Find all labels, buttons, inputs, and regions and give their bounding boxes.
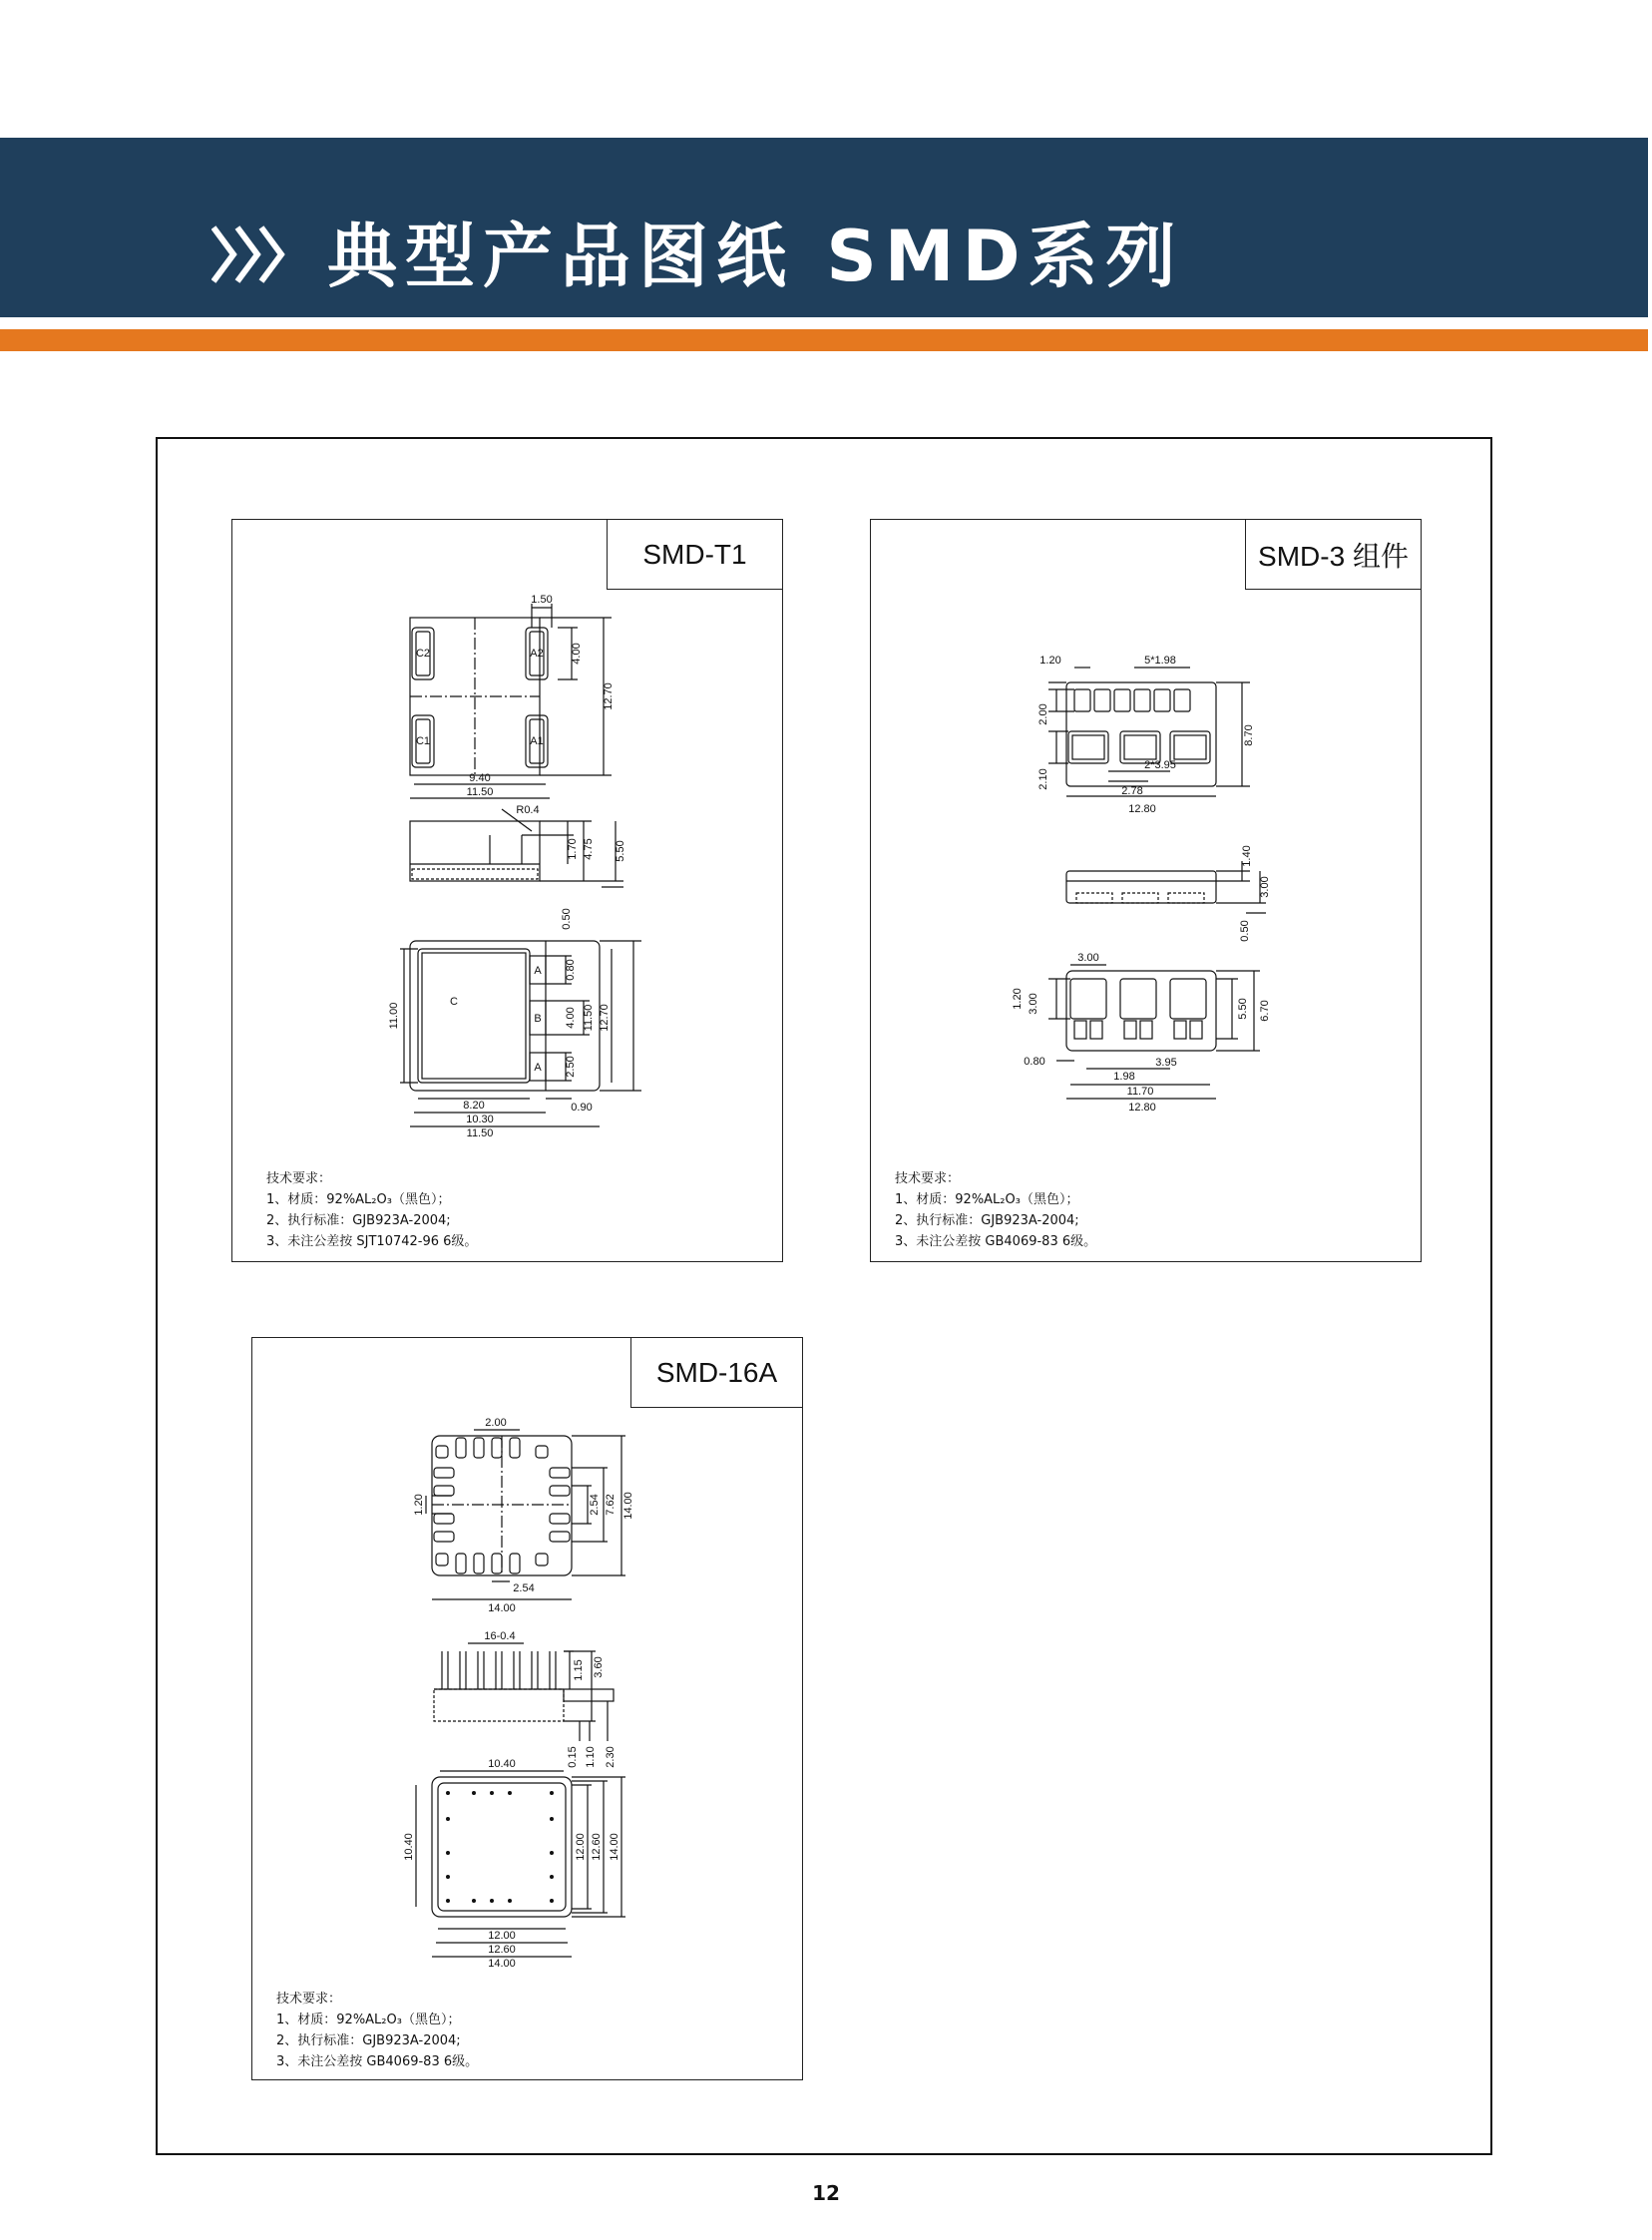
note-line: 技术要求： [276,1992,342,2007]
dim: 2.10 [1037,768,1049,790]
page-number: 12 [812,2181,840,2205]
drawing-frame [156,437,1492,2155]
dim: 3.00 [1028,993,1039,1015]
note-line: 2、执行标准：GJB923A-2004; [266,1213,451,1228]
dim: 10.30 [466,1114,494,1125]
dim: 12.80 [1128,1102,1156,1114]
dim: 1.20 [1012,988,1024,1010]
panel-smd-3 [870,519,1422,1262]
dim: 3.60 [593,1656,605,1678]
note-line: 3、未注公差按 GB4069-83 6级。 [895,1234,1097,1249]
dim: 1.40 [1241,845,1253,867]
dim: 2.30 [605,1746,617,1768]
label-c: C [450,996,458,1008]
panel-title: SMD-3 组件 [1245,520,1421,590]
dim: 14.00 [488,1958,516,1970]
tech-notes [276,1989,478,2072]
dim: 7.62 [605,1494,617,1516]
dim: 1.20 [1039,655,1061,667]
dim: 0.80 [565,959,577,981]
page-title: 典型产品图纸 SMD系列 [327,216,1184,297]
dim: 12.80 [1128,803,1156,815]
tech-notes [895,1168,1096,1252]
dim: 2.00 [485,1417,507,1429]
dim: 6.70 [1259,1000,1271,1022]
label-a-bot: A [534,1062,542,1074]
dim: 2.50 [565,1056,577,1078]
note-line: 3、未注公差按 GB4069-83 6级。 [276,2054,479,2069]
drawing-smd-16a [252,1338,804,2081]
label-b: B [534,1013,542,1025]
dim: 11.00 [388,1002,400,1030]
dim: 1.10 [585,1746,597,1768]
dim: 2.54 [513,1582,535,1594]
via-dots [446,1791,554,1903]
dim: 11.50 [466,1127,494,1139]
dim: 12.60 [488,1944,516,1956]
dim: R0.4 [516,804,540,816]
dim: 5*1.98 [1144,655,1176,667]
dim: 1.20 [413,1494,425,1516]
dim: 5.50 [615,840,626,862]
dim: 11.50 [583,1004,595,1032]
note-line: 2、执行标准：GJB923A-2004; [276,2033,461,2048]
dim: 2*3.95 [1144,759,1176,771]
dim: 1.50 [531,594,553,606]
accent-stripe [0,329,1648,351]
label-c1: C1 [415,735,431,747]
note-line: 1、材质：92%AL₂O₃（黑色）； [276,2013,461,2027]
dim: 3.00 [1077,952,1099,964]
panel-smd-16a [251,1337,803,2080]
dim: 4.75 [583,838,595,860]
dim: 16-0.4 [484,1630,516,1642]
dim: 14.00 [622,1492,634,1520]
note-line: 1、材质：92%AL₂O₃（黑色）； [266,1192,451,1207]
panel-title: SMD-16A [630,1338,802,1408]
dim: 2.00 [1037,703,1049,725]
label-c2: C2 [415,648,431,660]
dim: 10.40 [488,1758,516,1770]
dim: 9.40 [469,772,491,784]
note-line: 2、执行标准：GJB923A-2004; [895,1213,1079,1228]
dim: 1.98 [1113,1071,1135,1083]
drawing-smd-3 [871,520,1423,1263]
dim: 12.70 [599,1004,611,1032]
label-a2: A2 [530,648,544,660]
dim: 0.50 [561,908,573,930]
dim: 14.00 [488,1602,516,1614]
panel-smd-t1 [231,519,783,1262]
dim: 2.54 [589,1494,601,1516]
tech-notes [266,1168,477,1252]
dim: 0.50 [1239,920,1251,942]
dim: 12.60 [591,1833,603,1861]
note-line: 技术要求： [895,1171,961,1186]
label-a1: A1 [530,735,544,747]
triple-chevron-icon [211,220,291,289]
dim: 11.50 [466,786,494,798]
dim: 10.40 [403,1833,415,1861]
dim: 8.70 [1243,724,1255,746]
dim: 5.50 [1237,998,1249,1020]
panel-title: SMD-T1 [607,520,782,590]
dim: 0.15 [567,1746,579,1768]
dim: 3.95 [1155,1057,1177,1069]
dim: 1.15 [573,1659,585,1681]
dim: 0.90 [571,1102,593,1114]
drawing-smd-t1 [232,520,784,1263]
dim: 1.70 [567,838,579,860]
dim: 3.00 [1259,876,1271,898]
note-line: 3、未注公差按 SJT10742-96 6级。 [266,1234,478,1249]
dim: 12.00 [488,1930,516,1942]
dim: 12.00 [575,1833,587,1861]
dim: 4.00 [565,1007,577,1029]
dim: 2.78 [1121,785,1143,797]
note-line: 技术要求： [266,1171,332,1186]
dim: 8.20 [463,1100,485,1112]
label-a-top: A [534,965,542,977]
note-line: 1、材质：92%AL₂O₃（黑色）； [895,1192,1079,1207]
dim: 4.00 [571,643,583,665]
dim: 12.70 [603,682,615,710]
dim: 14.00 [609,1833,620,1861]
dim: 0.80 [1024,1056,1045,1068]
dim: 11.70 [1126,1086,1154,1098]
